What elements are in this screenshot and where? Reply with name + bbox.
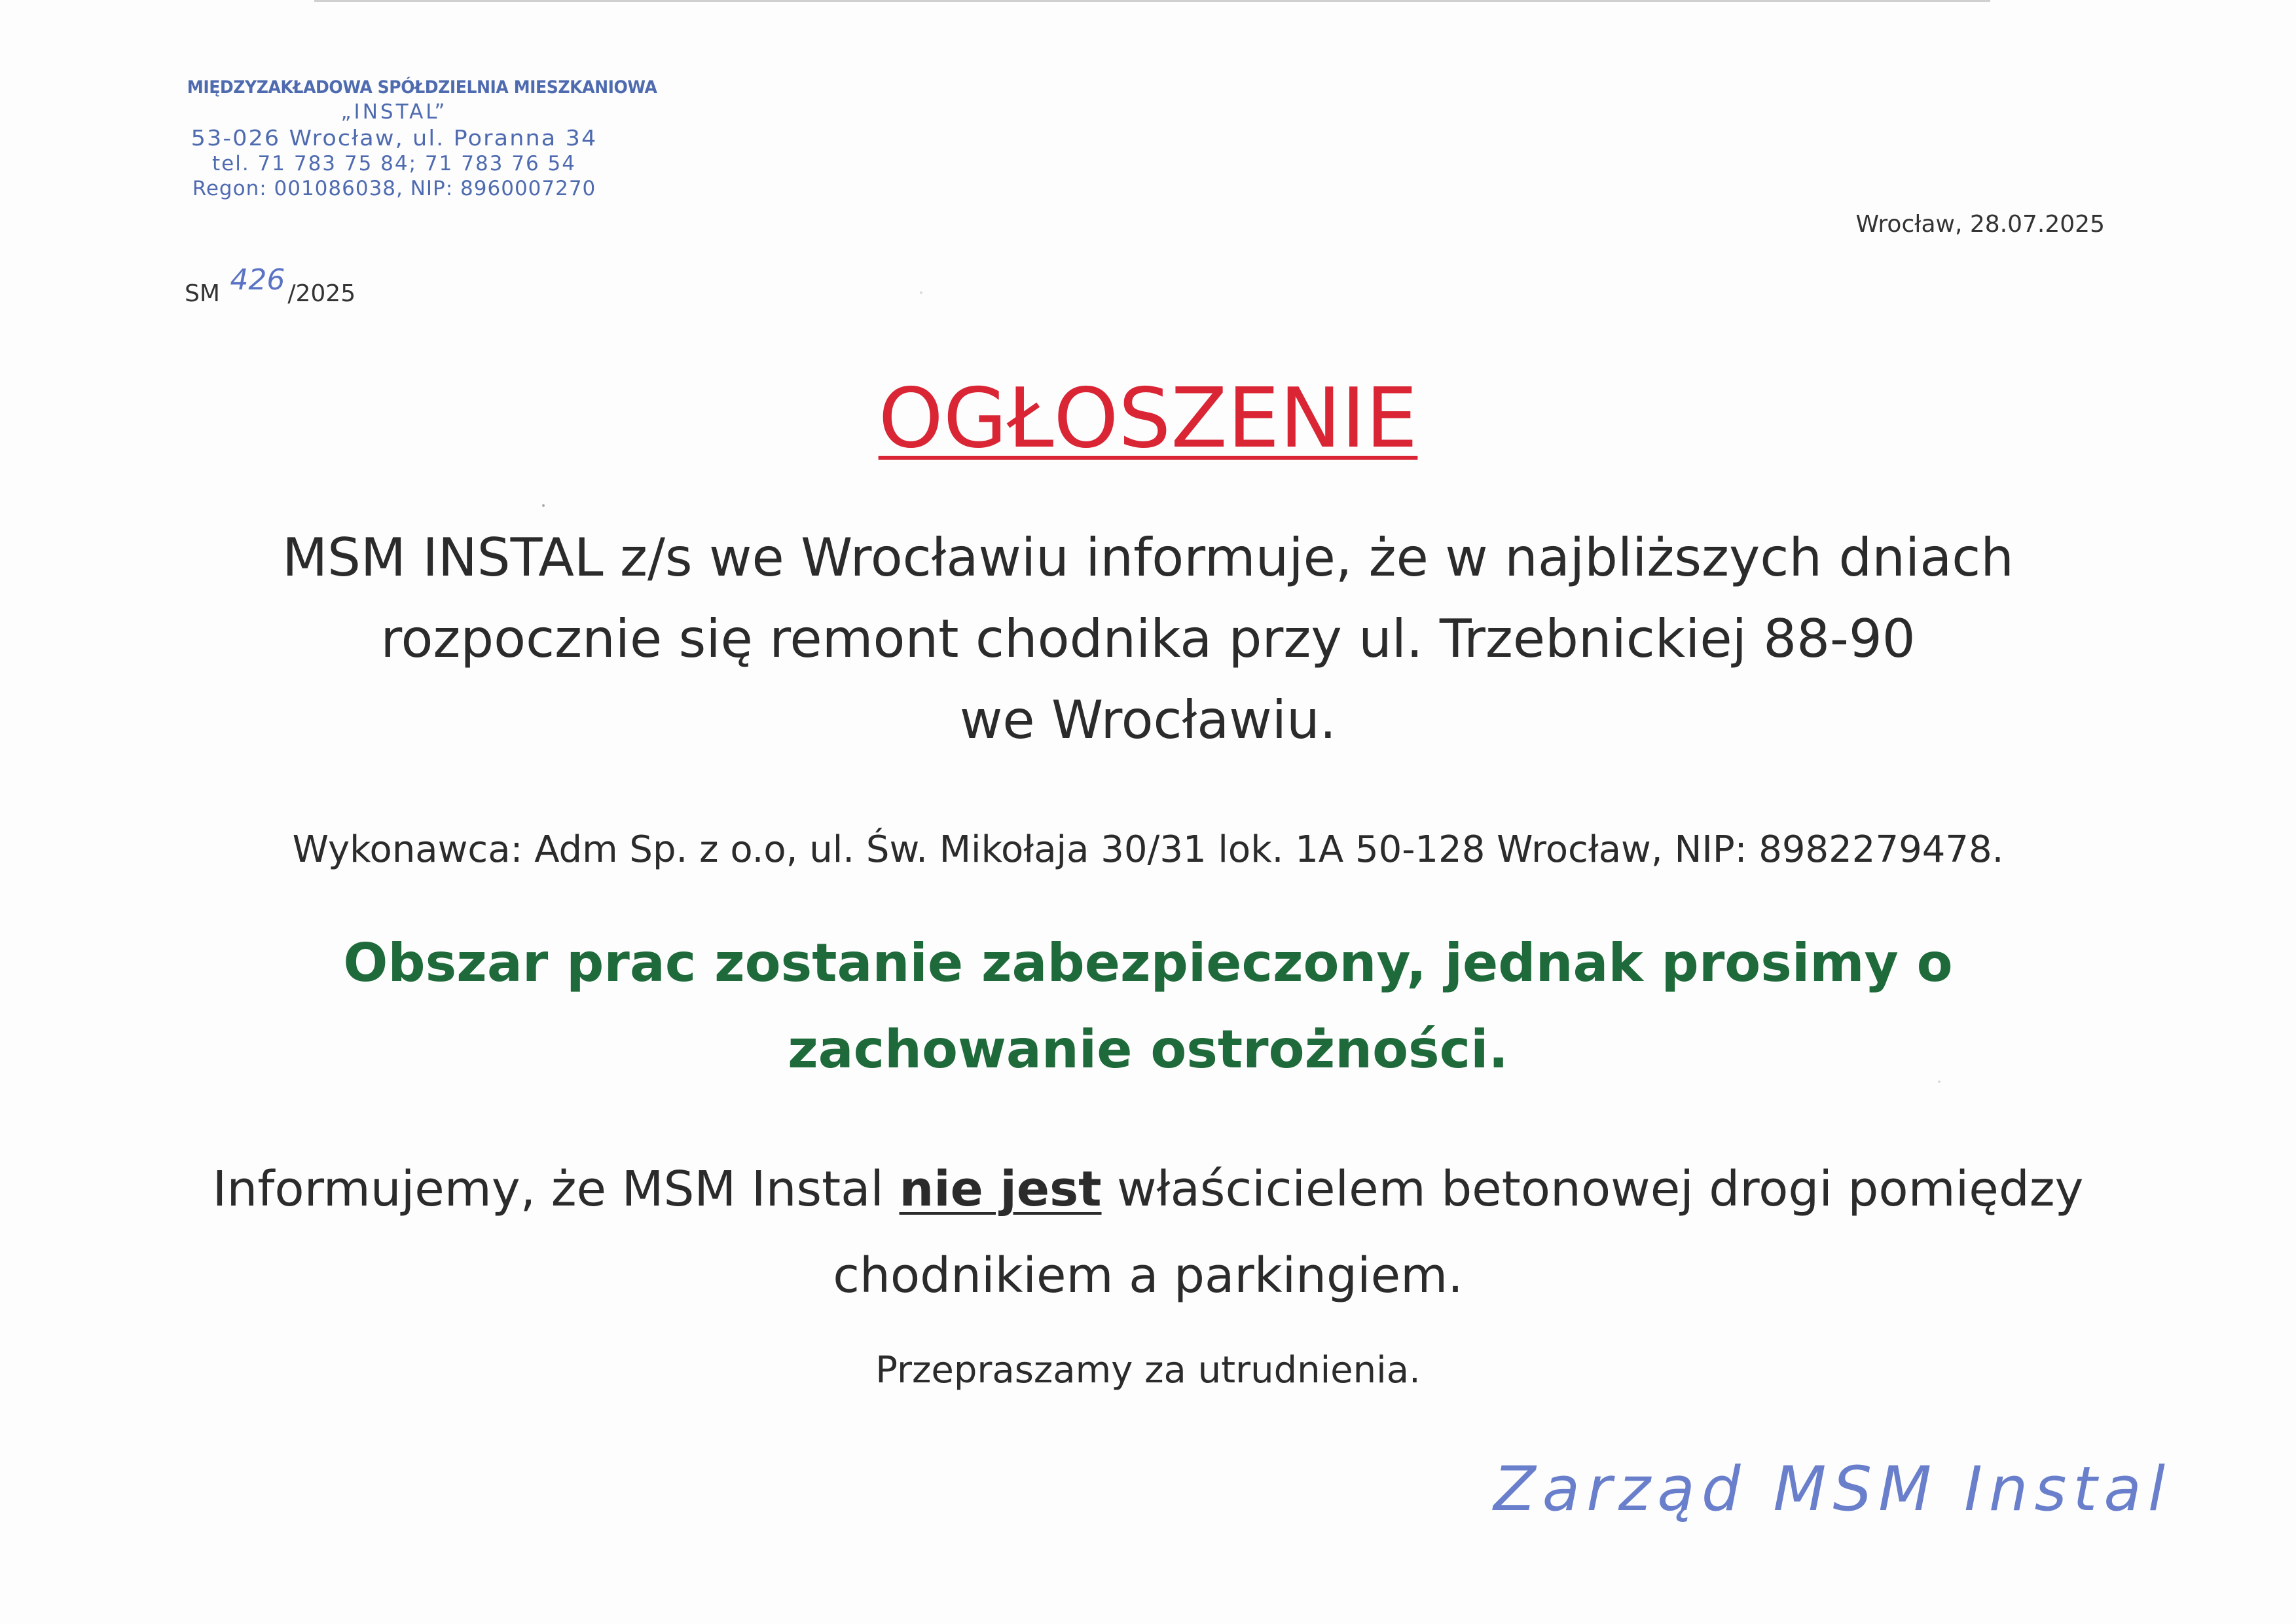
document-date: Wrocław, 28.07.2025	[1855, 211, 2105, 238]
ownership-notice-emphasis: nie jest	[899, 1161, 1102, 1217]
scan-top-edge	[314, 0, 1990, 2]
cooperative-stamp	[172, 77, 657, 200]
safety-warning-line-2: zachowanie ostrożności.	[788, 1019, 1508, 1080]
reference-number	[185, 263, 356, 308]
ownership-notice-line-2: chodnikiem a parkingiem.	[833, 1247, 1463, 1304]
contractor-info: Wykonawca: Adm Sp. z o.o, ul. Św. Mikołaja 30/31 lok. 1A 50-128 Wrocław, NIP: 8982279478.	[292, 828, 2004, 871]
intro-line-3: we Wrocławiu.	[959, 690, 1337, 750]
ownership-notice-line-1	[0, 1146, 2296, 1232]
ownership-notice-post: właścicielem betonowej drogi pomiędzy	[1101, 1161, 2084, 1217]
scan-speck	[542, 504, 545, 507]
reference-suffix: /2025	[287, 280, 356, 307]
reference-prefix: SM	[185, 280, 220, 307]
stamp-regon-nip: Regon: 001086038, NIP: 8960007270	[192, 177, 596, 200]
intro-line-1: MSM INSTAL z/s we Wrocławiu informuje, że w najbliższych dniach	[282, 527, 2014, 588]
ownership-notice-pre: Informujemy, że MSM Instal	[212, 1161, 900, 1217]
announcement-title-text: OGŁOSZENIE	[878, 370, 1418, 466]
intro-line-2: rozpocznie się remont chodnika przy ul. Trzebnickiej 88-90	[380, 608, 1916, 669]
stamp-phone: tel. 71 783 75 84; 71 783 76 54	[212, 152, 576, 175]
reference-handwritten-number: 426	[230, 263, 285, 297]
intro-paragraph	[0, 517, 2296, 761]
ownership-notice	[0, 1146, 2296, 1319]
safety-warning	[0, 920, 2296, 1093]
board-signature: Zarząd MSM Instal	[1493, 1454, 2172, 1525]
scan-speck	[920, 291, 922, 294]
stamp-org-name: MIĘDZYZAKŁADOWA SPÓŁDZIELNIA MIESZKANIOWA	[187, 77, 657, 98]
announcement-title	[0, 370, 2296, 466]
stamp-address: 53-026 Wrocław, ul. Poranna 34	[191, 125, 598, 151]
apology-text: Przepraszamy za utrudnienia.	[875, 1349, 1421, 1392]
stamp-org-short: „INSTAL”	[340, 100, 448, 124]
safety-warning-line-1: Obszar prac zostanie zabezpieczony, jednak prosimy o	[343, 932, 1953, 993]
scan-speck	[1938, 1080, 1941, 1083]
